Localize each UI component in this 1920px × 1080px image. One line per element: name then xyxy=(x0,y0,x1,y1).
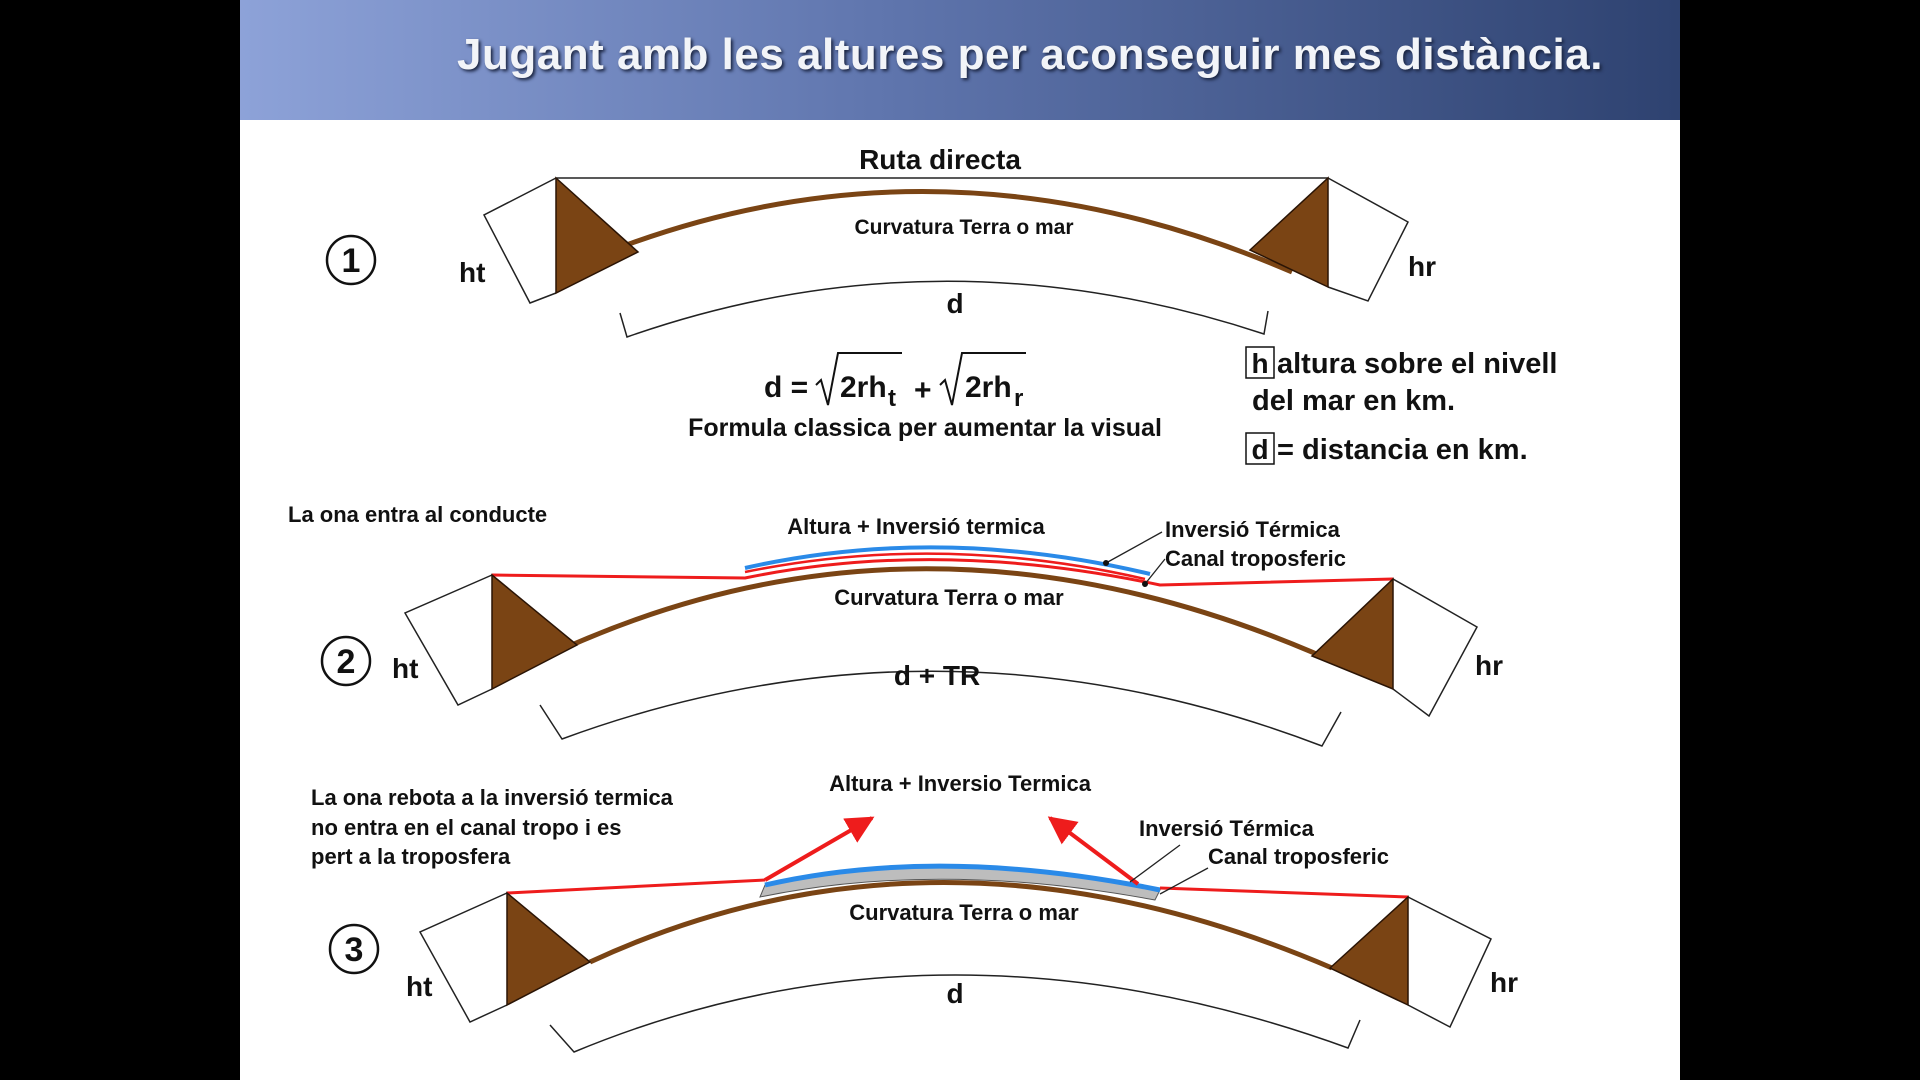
panel-2 xyxy=(288,502,1503,746)
hr-dimension-line xyxy=(1408,897,1491,1027)
propagation-diagram xyxy=(240,0,1680,1080)
ht-dimension-line xyxy=(484,178,556,303)
panel3-note-line3: pert a la troposfera xyxy=(311,844,511,869)
hr-dimension-line xyxy=(1328,178,1408,301)
formula-lhs: d = xyxy=(764,371,809,404)
panel-number: 2 xyxy=(336,643,356,681)
hr-dimension-line xyxy=(1393,579,1477,716)
earth-curvature xyxy=(590,882,1332,968)
panel3-note-line2: no entra en el canal tropo i es xyxy=(311,815,622,840)
legend-h-text-2: del mar en km. xyxy=(1252,385,1456,417)
formula-plus: + xyxy=(914,374,932,407)
legend-h-symbol: h xyxy=(1251,348,1269,379)
legend-d-symbol: d xyxy=(1251,434,1269,465)
ht-label: ht xyxy=(459,257,486,288)
duct-label: Canal troposferic xyxy=(1208,844,1389,869)
ht-dimension-line xyxy=(420,893,507,1022)
signal-ray-right xyxy=(1160,888,1408,897)
distance-arc xyxy=(620,281,1268,337)
curve-label: Curvatura Terra o mar xyxy=(834,585,1064,610)
transmitter-hill xyxy=(507,893,590,1005)
duct-label: Canal troposferic xyxy=(1165,546,1346,571)
legend-h-text-1: altura sobre el nivell xyxy=(1277,348,1558,380)
ht-dimension-line xyxy=(405,575,492,705)
receiver-hill xyxy=(1330,897,1408,1005)
panel-1 xyxy=(327,144,1557,466)
receiver-hill xyxy=(1312,579,1393,689)
formula-caption: Formula classica per aumentar la visual xyxy=(688,414,1162,442)
inversion-leader xyxy=(1130,845,1180,882)
formula-term2: 2rh xyxy=(965,371,1012,404)
duct-leader-dot xyxy=(1142,581,1148,587)
distance-label: d xyxy=(946,978,964,1009)
inversion-label: Inversió Térmica xyxy=(1139,816,1314,841)
signal-ray-left xyxy=(507,880,765,893)
inversion-label: Inversió Térmica xyxy=(1165,517,1340,542)
top-label: Altura + Inversio Termica xyxy=(829,771,1091,796)
transmitter-hill xyxy=(492,575,577,689)
ht-label: ht xyxy=(392,653,419,684)
slide xyxy=(240,0,1680,1080)
distance-label: d + TR xyxy=(893,660,981,691)
distance-formula xyxy=(764,353,1026,412)
formula-sub2: r xyxy=(1014,385,1024,412)
legend xyxy=(1246,347,1557,466)
curve-label: Curvatura Terra o mar xyxy=(849,900,1079,925)
ht-label: ht xyxy=(406,971,433,1002)
top-label: Altura + Inversió termica xyxy=(787,514,1045,539)
direct-route-heading: Ruta directa xyxy=(859,144,1021,175)
hr-label: hr xyxy=(1490,967,1518,998)
hr-label: hr xyxy=(1475,650,1503,681)
panel3-note-line1: La ona rebota a la inversió termica xyxy=(311,785,673,810)
panel-number: 3 xyxy=(344,931,364,969)
panel2-note: La ona entra al conducte xyxy=(288,502,548,527)
inversion-leader xyxy=(1106,532,1162,563)
formula-term1: 2rh xyxy=(840,371,887,404)
curve-label: Curvatura Terra o mar xyxy=(854,216,1074,239)
inversion-leader-dot xyxy=(1103,560,1109,566)
hr-label: hr xyxy=(1408,251,1436,282)
formula-sub1: t xyxy=(888,385,896,412)
distance-label: d xyxy=(946,288,964,319)
transmitter-hill xyxy=(556,178,638,293)
slide-title: Jugant amb les altures per aconseguir mes distància. xyxy=(457,30,1603,79)
legend-d-text: = distancia en km. xyxy=(1277,434,1528,466)
panel-number: 1 xyxy=(341,242,361,280)
panel-3 xyxy=(311,771,1518,1052)
